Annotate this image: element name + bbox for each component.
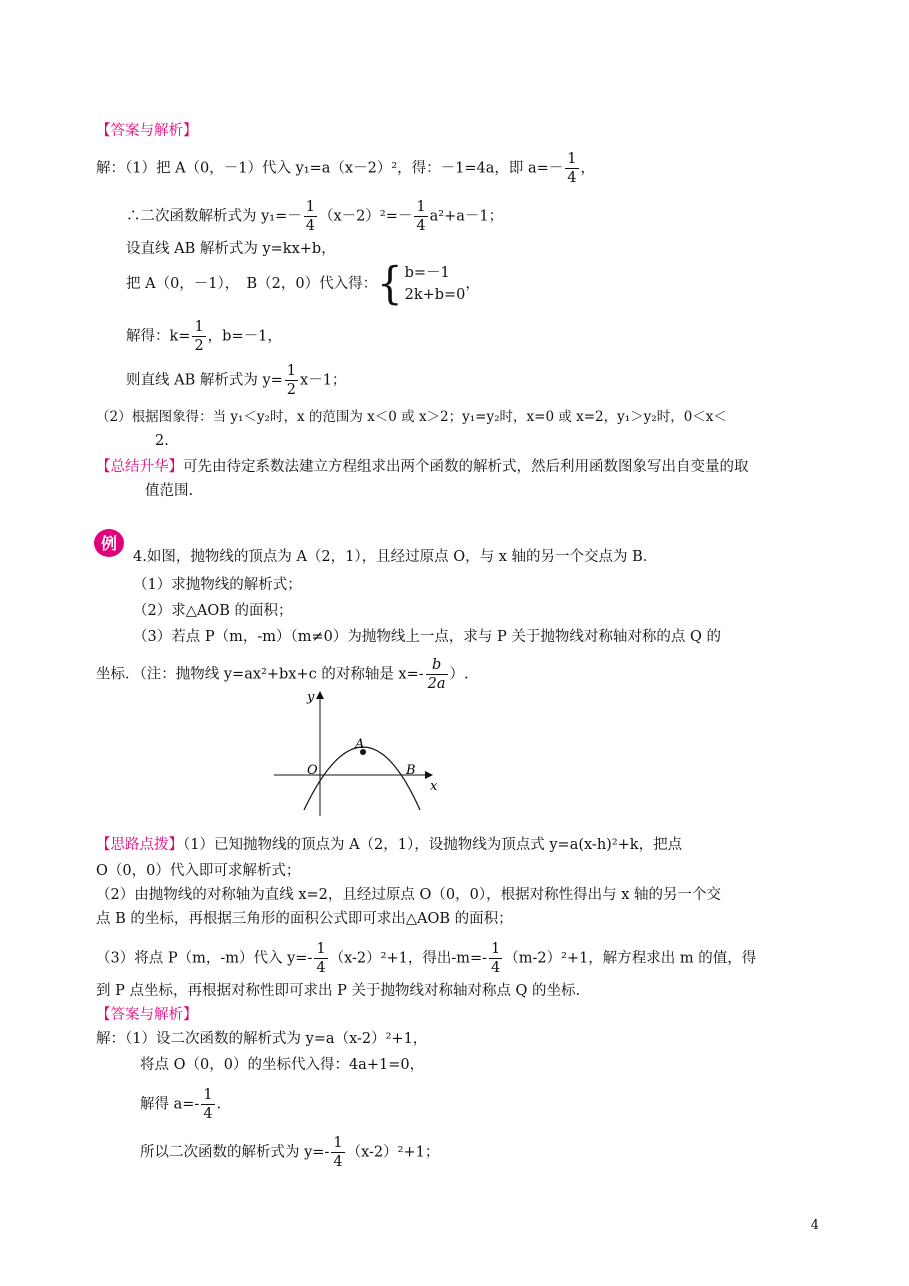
solution-line-7: （2）根据图象得：当 y₁＜y₂时，x 的范围为 x＜0 或 x＞2；y₁=y₂时，x=0 或 x=2，y₁＞y₂时，0＜x＜ — [96, 409, 727, 425]
summary-line-1: 【总结升华】可先由待定系数法建立方程组求出两个函数的解析式，然后利用函数图象写出自变量的取 — [96, 459, 749, 475]
origin-label: O — [307, 763, 318, 778]
parabola-curve — [304, 747, 420, 810]
example-4-line-2: （1）求抛物线的解析式； — [133, 577, 302, 593]
hint-line-1: 【思路点拨】（1）已知抛物线的顶点为 A（2，1），设抛物线为顶点式 y=a(x-h)²+k，把点 — [96, 837, 683, 853]
x-axis-label: x — [430, 779, 438, 794]
equation-system: b=－1 2k+b=0 — [404, 265, 466, 303]
page-number: 4 — [810, 1218, 819, 1233]
example-badge-icon — [93, 528, 125, 558]
answer-label: 【答案与解析】 — [96, 123, 198, 139]
hint-line-3: （2）由抛物线的对称轴为直线 x=2，且经过原点 O（0，0），根据对称性得出与 x 轴的另一个交 — [96, 887, 721, 903]
hint-line-6: 到 P 点坐标，再根据对称性即可求出 P 关于抛物线对称轴对称点 Q 的坐标. — [96, 983, 581, 999]
example-4-line-1: 4.如图，抛物线的顶点为 A（2，1），且经过原点 O，与 x 轴的另一个交点为 B． — [133, 549, 658, 565]
example-4-line-4: （3）若点 P（m，-m）（m≠0）为抛物线上一点，求与 P 关于抛物线对称轴对称的点 Q 的 — [133, 629, 721, 645]
fraction: $\frac{1}{2}$ — [286, 363, 297, 398]
summary-line-2: 值范围. — [145, 483, 194, 499]
solution-line-3: 设直线 AB 解析式为 y=kx+b， — [126, 241, 336, 257]
solution-line-8: 2. — [155, 433, 169, 449]
hint-label: 【思路点拨】 — [96, 837, 183, 853]
fraction: $\frac{1}{4}$ — [203, 1087, 213, 1122]
summary-label: 【总结升华】 — [96, 459, 183, 475]
brace: { — [377, 258, 403, 310]
solution-line-5: 解得：k= $\frac{1}{2}$ ，b=－1， — [126, 319, 282, 354]
fraction: $\frac{1}{2}$ — [194, 319, 204, 354]
solution2-line-1: 解：（1）设二次函数的解析式为 y=a（x-2）²+1， — [96, 1031, 428, 1047]
parabola-figure — [270, 686, 440, 818]
solution2-line-4: 所以二次函数的解析式为 y=- $\frac{1}{4}$ （x-2）²+1； — [140, 1135, 440, 1170]
fraction: $\frac{1}{4}$ — [333, 1135, 343, 1170]
fraction: $\frac{1}{4}$ — [491, 941, 501, 976]
example-4-line-3: （2）求△AOB 的面积； — [133, 603, 293, 619]
solution2-line-3: 解得 a=- $\frac{1}{4}$ . — [140, 1087, 222, 1122]
solution2-line-2: 将点 O（0，0）的坐标代入得：4a+1=0， — [140, 1057, 425, 1073]
y-axis-label: y — [307, 690, 315, 705]
point-a-label: A — [355, 737, 365, 752]
fraction: $\frac{1}{4}$ — [305, 199, 315, 234]
solution-line-2: ∴二次函数解析式为 y₁=－ $\frac{1}{4}$ （x－2）²=－ $\frac{1}{4}$ a²+a－1； — [126, 199, 504, 234]
hint-line-5: （3）将点 P（m，-m）代入 y=- $\frac{1}{4}$ （x-2）²+1，得出-m=- $\frac{1}{4}$ （m-2）²+1，解方程求出 m 的值，得 — [96, 941, 757, 976]
solution-line-6: 则直线 AB 解析式为 y= $\frac{1}{2}$ x－1； — [126, 363, 347, 398]
fraction: $\frac{1}{4}$ — [567, 151, 577, 186]
fraction: $\frac{1}{4}$ — [416, 199, 426, 234]
answer-label-2: 【答案与解析】 — [96, 1007, 198, 1023]
example-4-line-5: 坐标．（注：抛物线 y=ax²+bx+c 的对称轴是 x=- $\frac{b}{2a}$ ）. — [96, 657, 469, 692]
point-b-label: B — [406, 763, 416, 778]
solution-line-1: 解：（1）把 A（0，－1）代入 y₁=a（x－2）²，得：－1=4a，即 a=－ $\frac{1}{4}$ ， — [96, 151, 596, 186]
fraction: $\frac{b}{2a}$ — [427, 657, 446, 692]
hint-line-2: O（0，0）代入即可求解析式； — [96, 863, 301, 879]
svg-text:例: 例 — [100, 534, 118, 553]
solution-line-4: 把 A（0，－1）， B（2，0）代入得：{ b=－1 2k+b=0 ， — [126, 258, 480, 310]
fraction: $\frac{1}{4}$ — [316, 941, 326, 976]
hint-line-4: 点 B 的坐标，再根据三角形的面积公式即可求出△AOB 的面积； — [96, 911, 513, 927]
